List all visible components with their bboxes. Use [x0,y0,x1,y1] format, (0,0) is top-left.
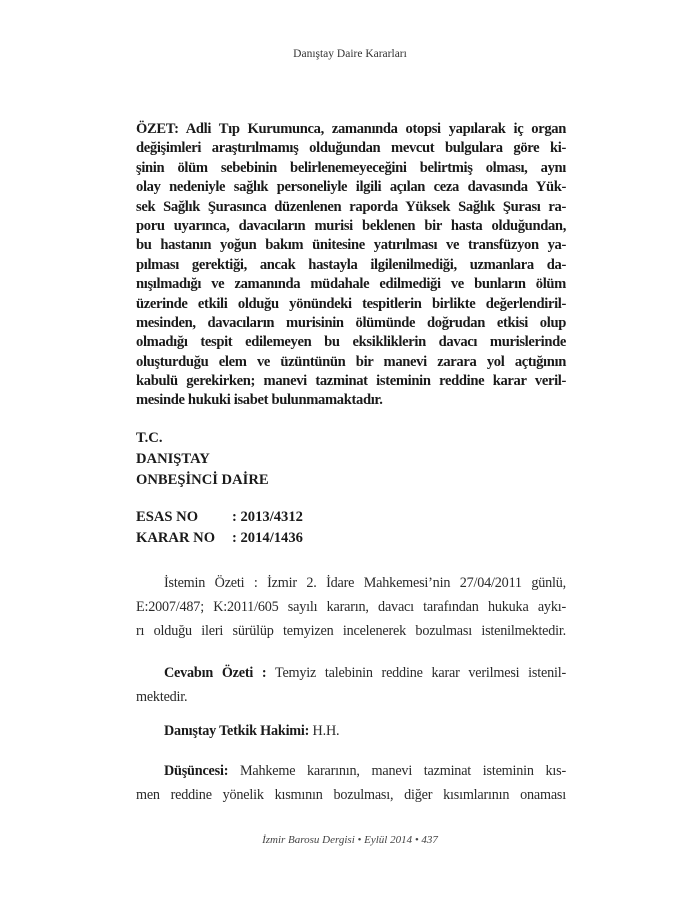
summary-line: şinin ölüm sebebinin belirlenemeyeceğini belirtmiş olması, aynı [136,159,566,176]
summary-line: pılması gerektiği, ancak hastayla ilgilenilmediği, uzmanlara da- [136,256,566,273]
tetkik-paragraph [136,719,566,743]
case-numbers [136,507,566,548]
karar-value: : 2014/1436 [232,529,303,546]
dusunce-text: Mahkeme kararının, manevi tazminat isteminin kıs- [228,763,566,779]
cevap-paragraph [136,661,566,709]
summary-line: nışılmadığı ve zamanında müdahale edilmediği ve bunların ölüm [136,276,566,293]
tetkik-value: H.H. [309,723,340,739]
cevap-text: Temyiz talebinin reddine karar verilmesi istenil- [266,665,566,681]
dusunce-line-2: men reddine yönelik kısmının bozulması, diğer kısımlarının onaması [136,787,566,803]
running-header: Danıştay Daire Kararları [293,48,407,60]
istem-line: rı olduğu ileri sürülüp temyizen incelenerek bozulması istenilmektedir. [136,623,566,639]
page-footer: İzmir Barosu Dergisi • Eylül 2014 • 437 [262,834,438,846]
esas-label: ESAS NO [136,509,199,525]
summary-line: kabulü gerekirken; manevi tazminat isteminin reddine karar veril- [136,373,566,390]
court-heading [136,428,566,491]
karar-row [136,528,566,549]
tetkik-line [136,719,566,743]
court-line: DANIŞTAY [136,451,210,467]
court-line: ONBEŞİNCİ DAİRE [136,472,269,488]
istem-line: E:2007/487; K:2011/605 sayılı kararın, davacı tarafından hukuka aykı- [136,599,566,615]
cevap-line-2: mektedir. [136,689,188,705]
summary-line: poru uyarınca, davacıların murisi beklenen bir hasta olduğundan, [136,217,566,234]
tetkik-label: Danıştay Tetkik Hakimi: [164,723,310,739]
cevap-label: Cevabın Özeti : [164,665,267,681]
summary-line: olay nedeniyle sağlık personeliyle ilgili açılan ceza davasında Yük- [136,179,566,196]
summary-line: bu hastanın yoğun bakım ünitesine yatırılması ve transfüzyon ya- [136,237,566,254]
summary-line: üzerinde etkili olduğu yönündeki tespitlerin birlikte değerlendiril- [136,295,566,312]
court-line: T.C. [136,430,163,446]
summary-line: olmadığı tespit edilemeyen bu eksikliklerin davacı murislerinde [136,334,566,351]
summary-line: mesinden, davacıların murisinin ölümünde doğrudan etkisi olup [136,314,566,331]
summary-line: değişimleri araştırılmamış olduğundan mevcut bulgulara göre ki- [136,140,566,157]
summary-line: oluşturduğu elem ve üzüntünün bir manevi zarara yol açtığının [136,353,566,370]
istem-paragraph [136,571,566,643]
karar-label: KARAR NO [136,529,216,546]
istem-line: İstemin Özeti : İzmir 2. İdare Mahkemesi’nin 27/04/2011 günlü, [164,575,566,591]
dusunce-paragraph [136,759,566,807]
esas-value: : 2013/4312 [232,509,303,525]
summary-line: sek Sağlık Şurasınca düzenlenen raporda Yüksek Sağlık Şurası ra- [136,198,566,215]
cevap-line [136,661,566,685]
decision-summary [136,120,566,411]
dusunce-line [136,759,566,783]
esas-row [136,507,566,528]
summary-line: mesinde hukuki isabet bulunmamaktadır. [136,392,383,409]
summary-line: ÖZET: Adli Tıp Kurumunca, zamanında otopsi yapılarak iç organ [136,121,566,137]
dusunce-label: Düşüncesi: [164,763,229,779]
